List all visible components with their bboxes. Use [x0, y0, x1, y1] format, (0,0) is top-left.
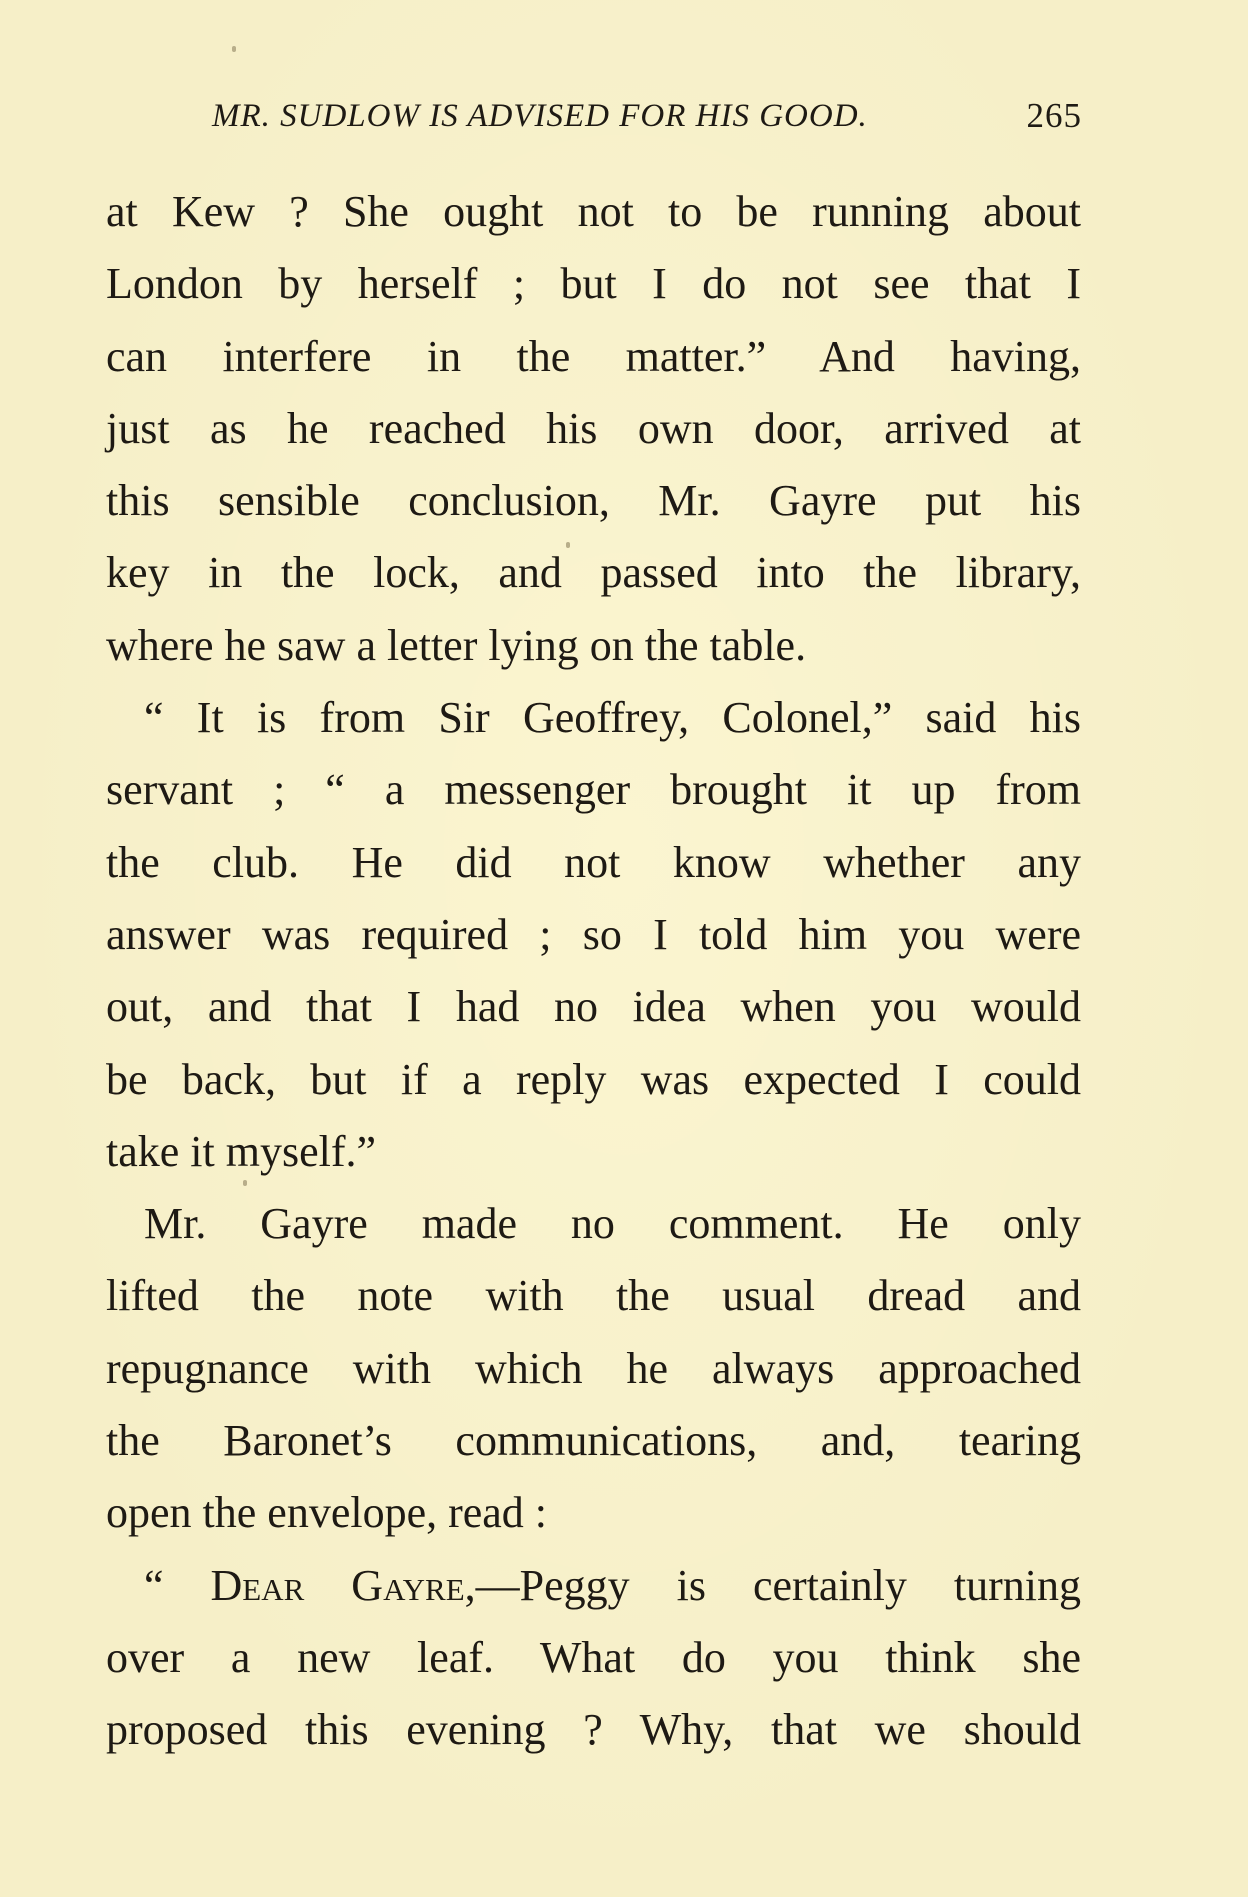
- running-head: [212, 92, 1082, 142]
- paper-speck: [232, 46, 236, 52]
- page-number: 265: [1026, 96, 1082, 135]
- running-title: MR. SUDLOW IS ADVISED FOR HIS GOOD.: [212, 98, 868, 134]
- text-line: the club. He did not know whether any: [106, 837, 1081, 887]
- text-line: where he saw a letter lying on the table.: [106, 620, 807, 670]
- body-text: [106, 176, 1081, 1767]
- text-line: lifted the note with the usual dread and: [106, 1271, 1081, 1321]
- letter-salutation-line: “ Dear Gayre,—Peggy is certainly turning: [144, 1560, 1081, 1610]
- text-line: over a new leaf. What do you think she: [106, 1632, 1081, 1682]
- text-line: at Kew ? She ought not to be running about: [106, 187, 1081, 236]
- text-line: London by herself ; but I do not see that I: [106, 259, 1081, 309]
- text-line: out, and that I had no idea when you would: [106, 982, 1081, 1032]
- text-line: proposed this evening ? Why, that we should: [106, 1705, 1081, 1755]
- text-line: be back, but if a reply was expected I could: [106, 1054, 1081, 1104]
- text-line: repugnance with which he always approached: [106, 1343, 1081, 1393]
- text-line: take it myself.”: [106, 1126, 377, 1176]
- paragraph-first-line: Mr. Gayre made no comment. He only: [144, 1199, 1081, 1249]
- text-line: can interfere in the matter.” And having,: [106, 331, 1081, 381]
- text-line: this sensible conclusion, Mr. Gayre put his: [106, 476, 1081, 526]
- text-line: just as he reached his own door, arrived at: [106, 403, 1081, 453]
- text-line: the Baronet’s communications, and, tearing: [106, 1416, 1081, 1466]
- text-line: open the envelope, read :: [106, 1488, 548, 1538]
- paragraph-first-line: “ It is from Sir Geoffrey, Colonel,” said his: [144, 693, 1081, 743]
- text-line: answer was required ; so I told him you were: [106, 909, 1081, 959]
- text-line: key in the lock, and passed into the library,: [106, 548, 1081, 598]
- text-line: servant ; “ a messenger brought it up from: [106, 765, 1081, 815]
